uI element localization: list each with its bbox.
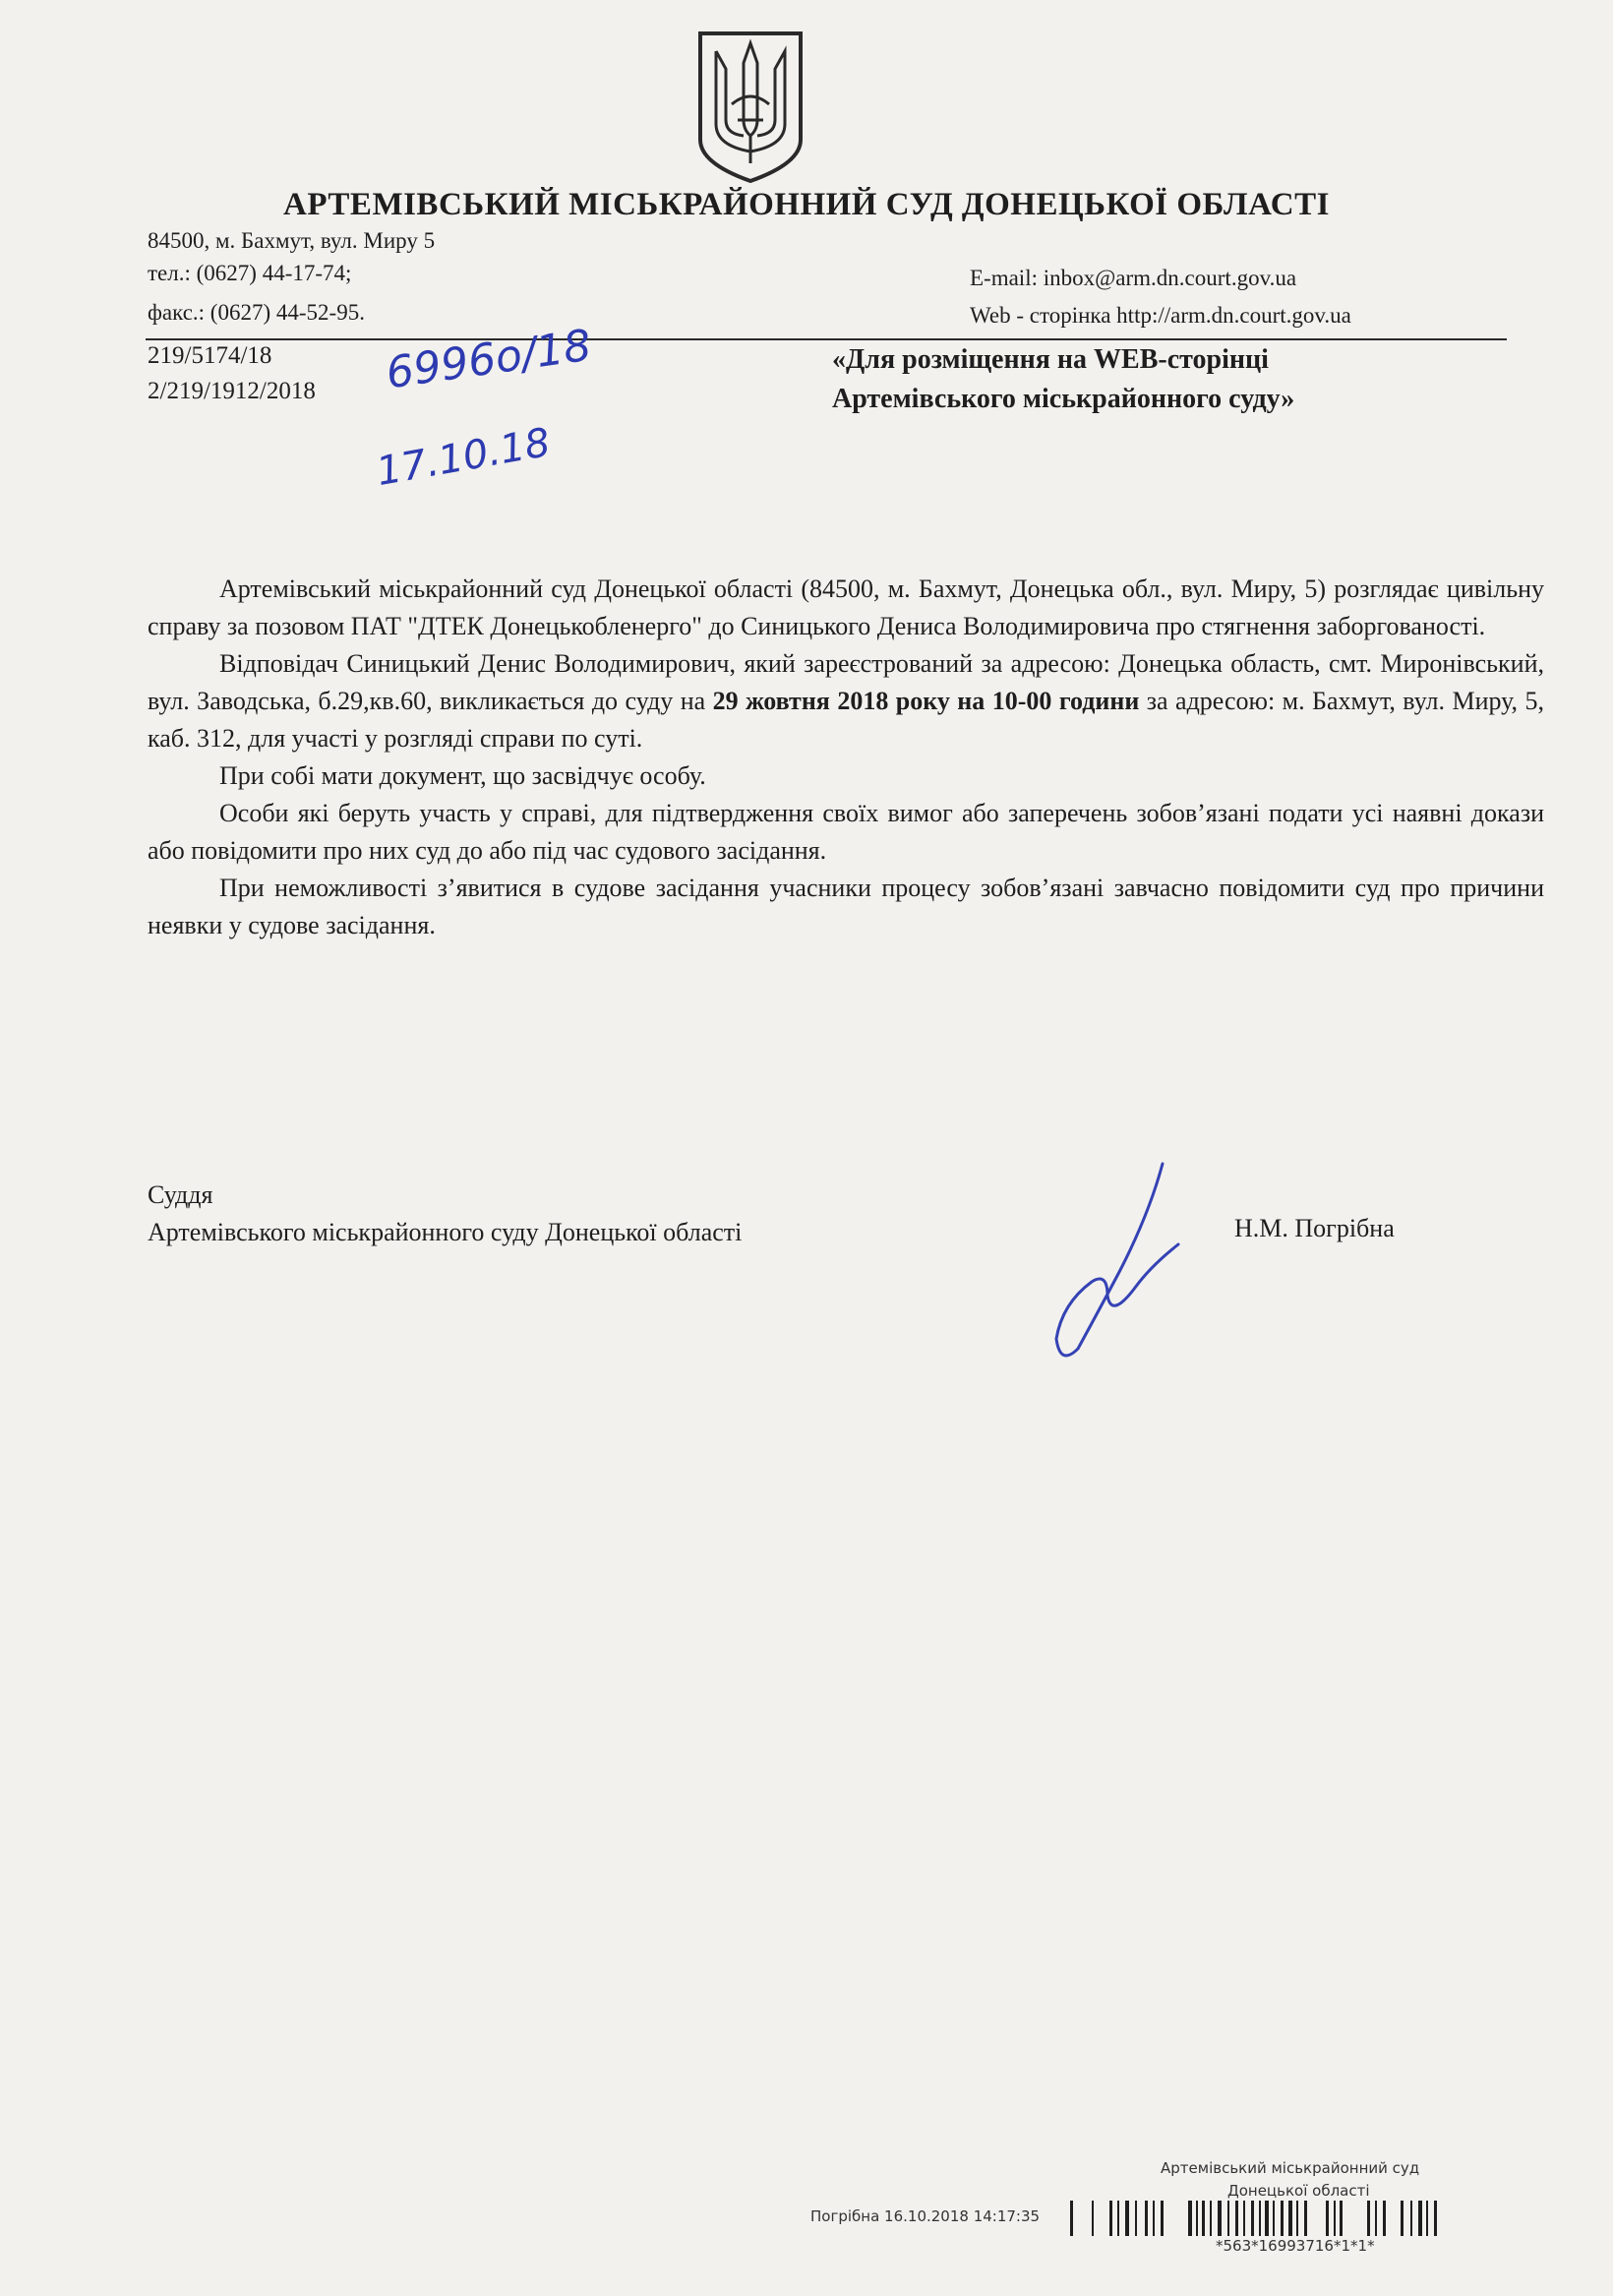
signature-block — [148, 1177, 742, 1251]
court-address: 84500, м. Бахмут, вул. Миру 5 — [148, 228, 436, 253]
paragraph-case: Артемівський міськрайонний суд Донецької області (84500, м. Бахмут, Донецька обл., вул. Миру, 5) розглядає цивільну справу за позовом ПАТ "ДТЕК Донецькобленерго" до Синицького Дениса Володимировича про стягнення заборгованості. — [148, 574, 1544, 640]
trident-emblem-icon — [694, 30, 806, 185]
case-number: 219/5174/18 — [148, 342, 272, 369]
hearing-datetime: 29 жовтня 2018 року на 10-00 години — [712, 687, 1140, 715]
paragraph-id-document: При собі мати документ, що засвідчує особу. — [219, 761, 706, 790]
court-name: АРТЕМІВСЬКИЙ МІСЬКРАЙОННИЙ СУД ДОНЕЦЬКОЇ ОБЛАСТІ — [283, 187, 1330, 222]
proceeding-number: 2/219/1912/2018 — [148, 378, 316, 404]
registration-court-line-1: Артемівський міськрайонний суд — [1161, 2159, 1420, 2177]
registration-timestamp: Погрібна 16.10.2018 14:17:35 — [810, 2207, 1041, 2225]
registration-court-line-2: Донецької області — [1227, 2182, 1370, 2200]
handwritten-signature-icon — [1013, 1156, 1210, 1362]
web-note-line-2: Артемівського міськрайонного суду» — [832, 384, 1295, 414]
web-note-line-1: «Для розміщення на WEB-сторінці — [832, 344, 1269, 375]
handwritten-date: 17.10.18 — [373, 419, 554, 496]
paragraph-absence: При неможливості з’явитися в судове засідання учасники процесу зобов’язані завчасно повідомити суд про причини неявки у судове засідання. — [148, 874, 1544, 939]
judge-role: Суддя — [148, 1180, 213, 1209]
court-email: E-mail: inbox@arm.dn.court.gov.ua — [970, 266, 1297, 290]
web-publication-note — [832, 340, 1294, 419]
notice-body — [148, 571, 1544, 944]
paragraph-evidence: Особи які беруть участь у справі, для підтвердження своїх вимог або заперечень зобов’язані подати усі наявні докази або повідомити про них суд до або під час судового засідання. — [148, 799, 1544, 865]
barcode-icon — [1070, 2201, 1546, 2236]
court-web: Web - сторінка http://arm.dn.court.gov.ua — [970, 303, 1351, 328]
handwritten-incoming-number: 6996о/18 — [383, 320, 595, 399]
paragraph-summons: Відповідач Синицький Денис Володимирович, який зареєстрований за адресою: Донецька область, смт. Миронівський, вул. Заводська, б.29,кв.60, викликається до суду на 29 жовтня 2018 року на 10-00 години за адресою: м. Бахмут, вул. Миру, 5, каб. 312, для участі у розгляді справи по суті. — [148, 649, 1545, 753]
court-fax: факс.: (0627) 44-52-95. — [148, 300, 365, 325]
case-references — [148, 338, 316, 409]
registration-code: *563*16993716*1*1* — [1216, 2237, 1375, 2255]
court-phone: тел.: (0627) 44-17-74; — [148, 261, 352, 285]
header-divider — [146, 338, 1507, 340]
judge-court: Артемівського міськрайонного суду Донецької області — [148, 1218, 743, 1246]
judge-name: Н.М. Погрібна — [1234, 1214, 1395, 1242]
